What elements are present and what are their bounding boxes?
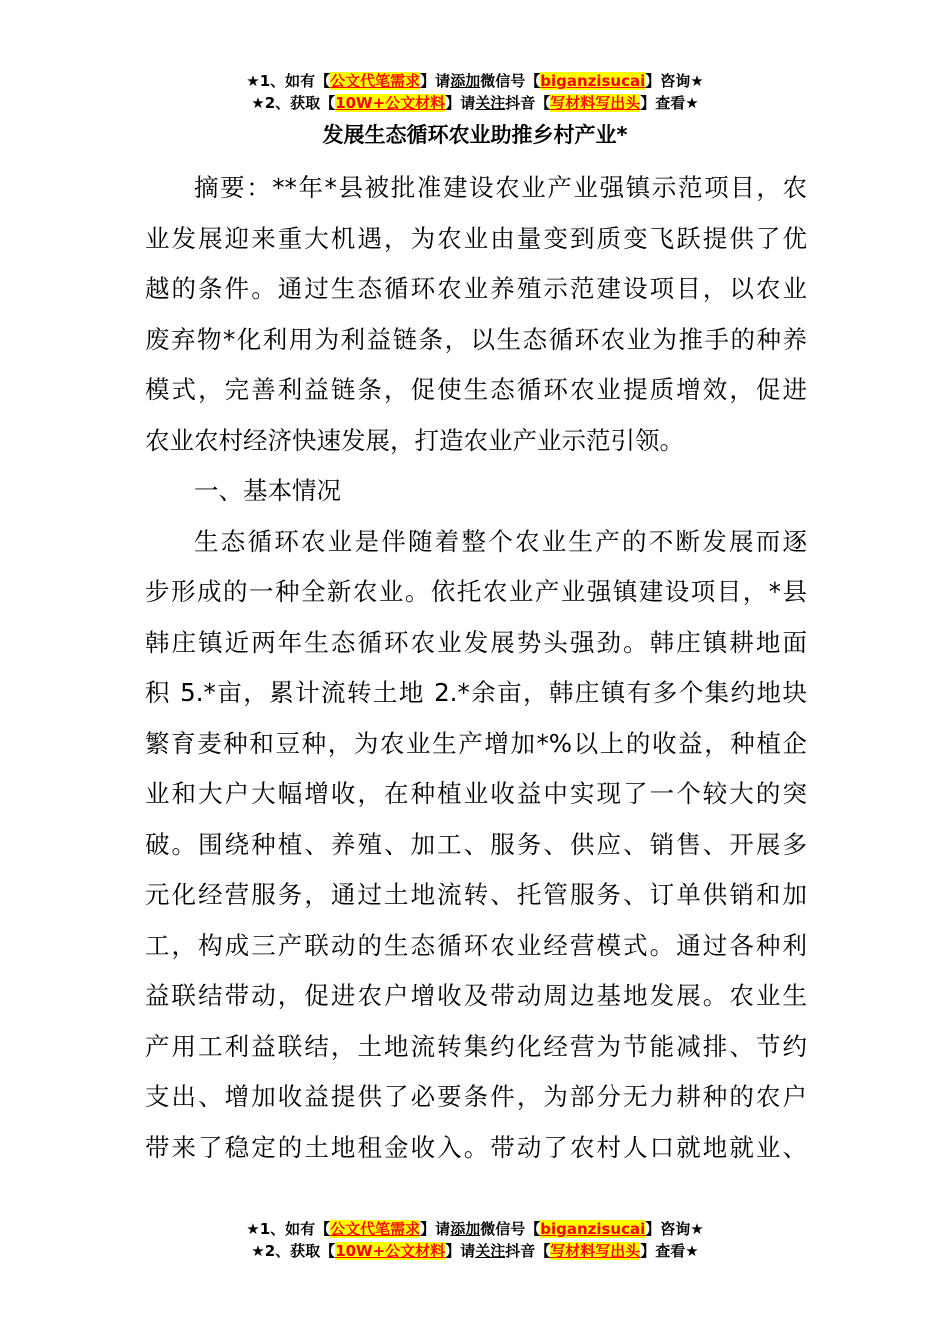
body-line: 元化经营服务，通过土地流转、托管服务、订单供销和加 xyxy=(145,880,807,909)
promo-text: ★2、获取【 xyxy=(251,1242,336,1260)
promo-highlight: 写材料写出头 xyxy=(550,1242,641,1260)
promo-highlight: biganzisucai xyxy=(540,72,646,90)
promo-text: ★2、获取【 xyxy=(251,94,336,112)
promo-header xyxy=(0,70,950,114)
document-title: 发展生态循环农业助推乡村产业* xyxy=(322,123,628,147)
promo-text: 微信号【 xyxy=(480,1220,541,1238)
body-line: 破。围绕种植、养殖、加工、服务、供应、销售、开展多 xyxy=(145,829,807,859)
body-line: 支出、增加收益提供了必要条件，为部分无力耕种的农户 xyxy=(145,1082,807,1111)
section-heading: 一、基本情况 xyxy=(194,476,341,505)
body-line: 益联结带动，促进农户增收及带动周边基地发展。农业生 xyxy=(145,981,807,1010)
promo-text: 抖音【 xyxy=(505,94,551,112)
promo-highlight: biganzisucai xyxy=(540,1220,646,1238)
body-line: 生态循环农业是伴随着整个农业生产的不断发展而逐 xyxy=(194,526,807,556)
promo-highlight: 写材料写出头 xyxy=(550,94,641,112)
body-line: 业和大户大幅增收，在种植业收益中实现了一个较大的突 xyxy=(145,779,807,808)
promo-text: 】咨询★ xyxy=(645,72,704,90)
body-line: 繁育麦种和豆种，为农业生产增加*%以上的收益，种植企 xyxy=(145,728,807,758)
promo-underline: 添加 xyxy=(450,1220,481,1238)
body-line: 工，构成三产联动的生态循环农业经营模式。通过各种利 xyxy=(145,930,807,960)
promo-text: 】请 xyxy=(445,94,476,112)
promo-underline: 添加 xyxy=(450,72,481,90)
promo-underline: 关注 xyxy=(475,94,506,112)
promo-text: 】请 xyxy=(420,72,451,90)
promo-highlight: 公文代笔需求 xyxy=(330,1220,421,1238)
promo-text: 】查看★ xyxy=(640,1242,699,1260)
body-line: 农业农村经济快速发展，打造农业产业示范引领。 xyxy=(145,425,684,455)
promo-line-1 xyxy=(0,1218,950,1240)
promo-underline: 关注 xyxy=(475,1242,506,1260)
body-line: 带来了稳定的土地租金收入。带动了农村人口就地就业、 xyxy=(145,1132,807,1162)
promo-line-1 xyxy=(0,70,950,92)
promo-text: 】请 xyxy=(445,1242,476,1260)
body-line: 业发展迎来重大机遇，为农业由量变到质变飞跃提供了优 xyxy=(145,223,807,253)
promo-line-2 xyxy=(0,1240,950,1262)
body-line: 模式，完善利益链条，促使生态循环农业提质增效，促进 xyxy=(145,375,807,404)
promo-line-2 xyxy=(0,92,950,114)
promo-text: 微信号【 xyxy=(480,72,541,90)
document-body xyxy=(145,163,807,1173)
body-line: 越的条件。通过生态循环农业养殖示范建设项目，以农业 xyxy=(145,274,807,303)
promo-text: 】咨询★ xyxy=(645,1220,704,1238)
promo-text: 抖音【 xyxy=(505,1242,551,1260)
promo-highlight: 公文代笔需求 xyxy=(330,72,421,90)
promo-footer xyxy=(0,1218,950,1262)
promo-text: 】请 xyxy=(420,1220,451,1238)
body-line: 产用工利益联结，土地流转集约化经营为节能减排、节约 xyxy=(145,1031,807,1061)
body-line: 摘要：**年*县被批准建设农业产业强镇示范项目，农 xyxy=(194,173,807,202)
promo-highlight: 10W+公文材料 xyxy=(335,1242,446,1260)
body-line: 积 5.*亩，累计流转土地 2.*余亩，韩庄镇有多个集约地块 xyxy=(145,678,807,707)
promo-text: ★1、如有【 xyxy=(246,1220,331,1238)
promo-text: ★1、如有【 xyxy=(246,72,331,90)
promo-text: 】查看★ xyxy=(640,94,699,112)
body-line: 废弃物*化利用为利益链条，以生态循环农业为推手的种养 xyxy=(145,324,807,354)
body-line: 韩庄镇近两年生态循环农业发展势头强劲。韩庄镇耕地面 xyxy=(145,627,807,657)
body-line: 步形成的一种全新农业。依托农业产业强镇建设项目，*县 xyxy=(145,577,807,606)
promo-highlight: 10W+公文材料 xyxy=(335,94,446,112)
